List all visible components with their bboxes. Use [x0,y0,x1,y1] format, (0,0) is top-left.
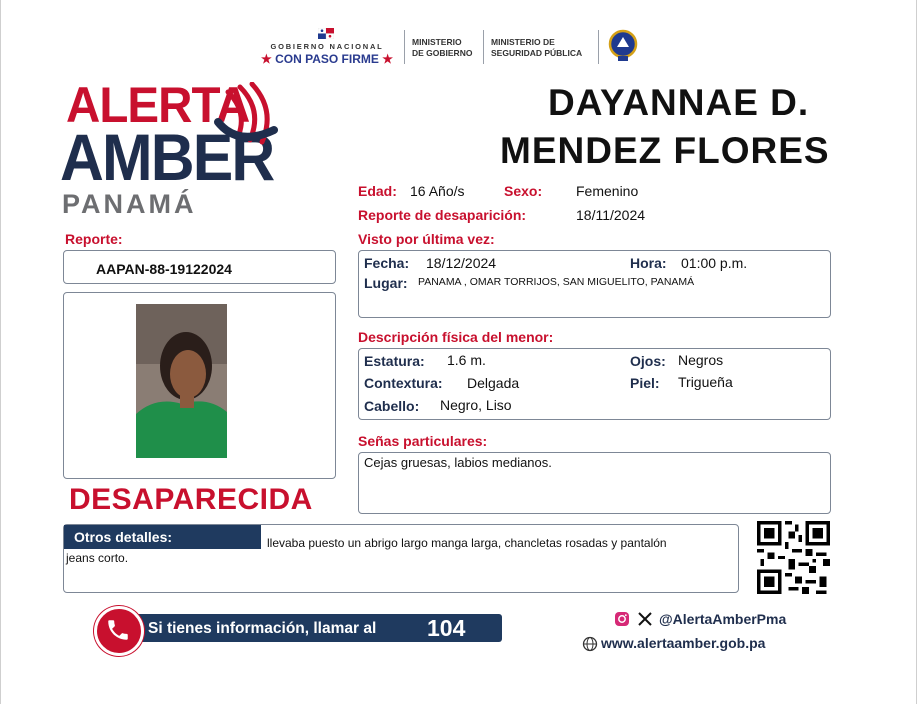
logo-panama: PANAMÁ [62,189,197,219]
piel-label: Piel: [630,375,660,391]
ministry2-line1: MINISTERIO DE [491,37,555,47]
call-number: 104 [427,615,466,641]
flag-icon [318,28,334,39]
call-text: Si tienes información, llamar al [148,620,377,637]
visto-title: Visto por última vez: [358,231,495,247]
phone-icon [105,617,131,643]
con-paso-firme-label: CON PASO FIRME [275,52,379,66]
sexo-value: Femenino [576,183,639,199]
con-paso-firme-text: ★ CON PASO FIRME ★ [261,52,393,66]
reporte-code: AAPAN-88-19122024 [96,261,232,277]
hora-label: Hora: [630,255,667,271]
fecha-value: 18/12/2024 [426,255,497,271]
person-name-line2: MENDEZ FLORES [500,130,830,171]
instagram-icon [614,611,630,627]
contextura-value: Delgada [467,375,520,391]
otros-label: Otros detalles: [64,525,261,549]
header-divider [404,30,405,64]
header-divider [483,30,484,64]
logo-amber: AMBER [60,120,274,194]
qr-code-icon [757,521,830,594]
contextura-label: Contextura: [364,375,443,391]
reporte-label: Reporte: [65,231,123,247]
reporte-desaparicion-label: Reporte de desaparición: [358,207,527,223]
ministry2-line2: SEGURIDAD PÚBLICA [491,48,583,58]
ojos-value: Negros [678,352,724,368]
website-link[interactable]: www.alertaamber.gob.pa [601,635,766,651]
lugar-label: Lugar: [364,275,408,291]
ministerio-gobierno [412,37,472,59]
hora-value: 01:00 p.m. [681,255,748,271]
sexo-label: Sexo: [504,183,543,199]
senas-value: Cejas gruesas, labios medianos. [364,455,552,470]
edad-value: 16 Año/s [410,183,465,199]
gobierno-nacional-text: GOBIERNO NACIONAL [270,42,384,51]
missing-person-photo [136,304,227,458]
globe-icon [582,636,598,652]
cabello-label: Cabello: [364,398,420,414]
header-divider [598,30,599,64]
descripcion-title: Descripción física del menor: [358,329,554,345]
otros-value-line1: llevaba puesto un abrigo largo manga larga, chancletas rosadas y pantalón [267,536,667,550]
ojos-label: Ojos: [630,353,666,369]
otros-value-line2: jeans corto. [66,551,129,565]
person-name-line1: DAYANNAE D. [548,82,810,123]
cabello-value: Negro, Liso [440,397,512,413]
seal-icon [608,29,638,63]
senas-title: Señas particulares: [358,433,488,449]
logo-alerta: ALERTA [66,77,250,133]
ministry1-line2: DE GOBIERNO [412,48,473,58]
lugar-value: PANAMA , OMAR TORRIJOS, SAN MIGUELITO, PANAMÁ [418,276,695,288]
social-handle[interactable]: @AlertaAmberPma [659,611,787,627]
estatura-value: 1.6 m. [447,352,486,368]
ministerio-seguridad [491,37,582,59]
reporte-desaparicion-value: 18/11/2024 [576,207,646,223]
status-desaparecida: DESAPARECIDA [69,483,313,516]
x-icon [637,611,653,627]
ministry1-line1: MINISTERIO [412,37,462,47]
signal-waves-icon [208,82,278,152]
estatura-label: Estatura: [364,353,425,369]
piel-value: Trigueña [678,374,733,390]
fecha-label: Fecha: [364,255,410,271]
edad-label: Edad: [358,183,397,199]
